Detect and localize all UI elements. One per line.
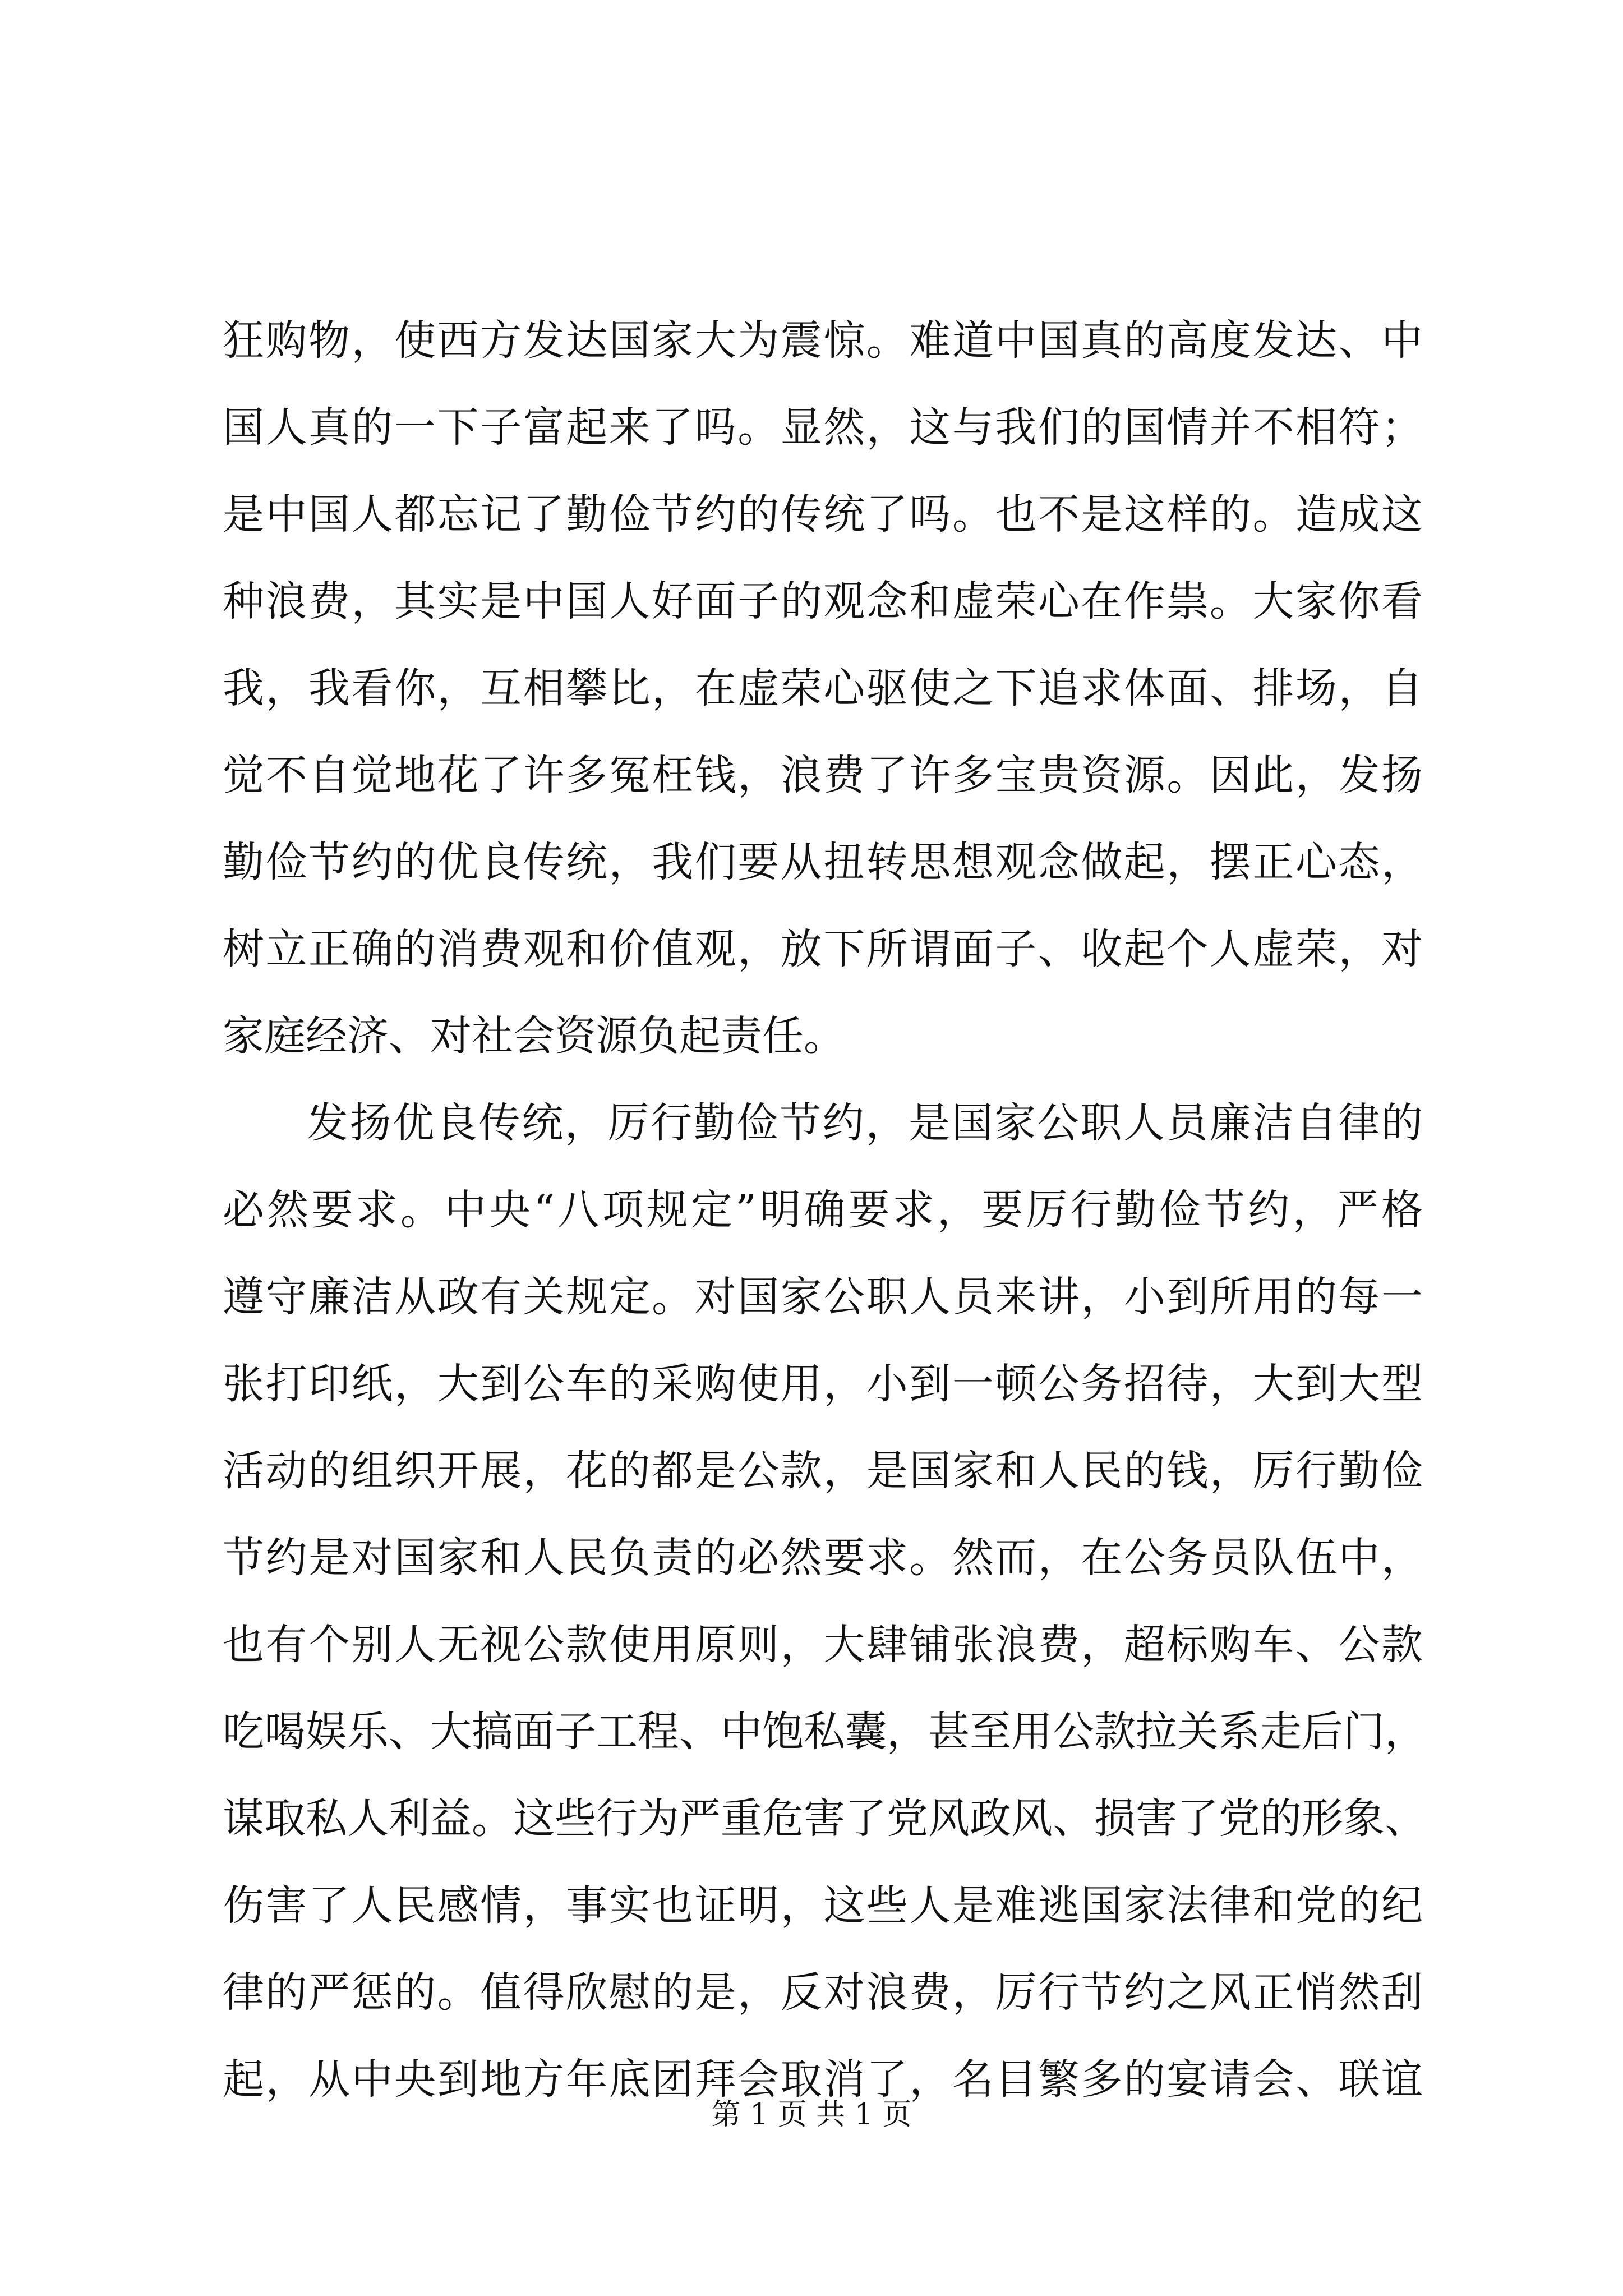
body-text xyxy=(223,297,1426,2123)
text-line: 勤俭节约的优良传统，我们要从扭转思想观念做起，摆正心态， xyxy=(223,838,1423,886)
text-line: 张打印纸，大到公车的采购使用，小到一顿公务招待，大到大型 xyxy=(223,1360,1423,1408)
text-line: 吃喝娱乐、大搞面子工程、中饱私囊，甚至用公款拉关系走后门， xyxy=(223,1708,1426,1756)
text-line: 国人真的一下子富起来了吗。显然，这与我们的国情并不相符； xyxy=(223,403,1423,452)
text-line: 树立正确的消费观和价值观，放下所谓面子、收起个人虚荣，对 xyxy=(223,925,1423,973)
text-line: 律的严惩的。值得欣慰的是，反对浪费，厉行节约之风正悄然刮 xyxy=(223,1968,1423,2017)
text-line: 我，我看你，互相攀比，在虚荣心驱使之下追求体面、排场，自 xyxy=(223,664,1423,712)
text-line: 种浪费，其实是中国人好面子的观念和虚荣心在作祟。大家你看 xyxy=(223,577,1423,625)
text-line: 节约是对国家和人民负责的必然要求。然而，在公务员队伍中， xyxy=(223,1534,1423,1582)
page-footer: 第 1 页 共 1 页 xyxy=(711,2098,912,2132)
text-line: 必然要求。中央“八项规定”明确要求，要厉行勤俭节约，严格 xyxy=(223,1186,1423,1234)
text-line: 谋取私人利益。这些行为严重危害了党风政风、损害了党的形象、 xyxy=(223,1795,1426,1843)
paragraph-first-line: 发扬优良传统，厉行勤俭节约，是国家公职人员廉洁自律的 xyxy=(307,1099,1423,1147)
text-line: 觉不自觉地花了许多冤枉钱，浪费了许多宝贵资源。因此，发扬 xyxy=(223,751,1423,799)
text-line: 也有个别人无视公款使用原则，大肆铺张浪费，超标购车、公款 xyxy=(223,1621,1423,1669)
text-line: 狂购物，使西方发达国家大为震惊。难道中国真的高度发达、中 xyxy=(223,316,1423,365)
text-line: 家庭经济、对社会资源负起责任。 xyxy=(223,1012,845,1060)
text-line: 活动的组织开展，花的都是公款，是国家和人民的钱，厉行勤俭 xyxy=(223,1447,1423,1495)
text-line: 是中国人都忘记了勤俭节约的传统了吗。也不是这样的。造成这 xyxy=(223,490,1423,539)
text-line: 伤害了人民感情，事实也证明，这些人是难逃国家法律和党的纪 xyxy=(223,1881,1423,1930)
text-line: 起，从中央到地方年底团拜会取消了，名目繁多的宴请会、联谊 xyxy=(223,2055,1423,2104)
text-line: 遵守廉洁从政有关规定。对国家公职人员来讲，小到所用的每一 xyxy=(223,1273,1423,1321)
